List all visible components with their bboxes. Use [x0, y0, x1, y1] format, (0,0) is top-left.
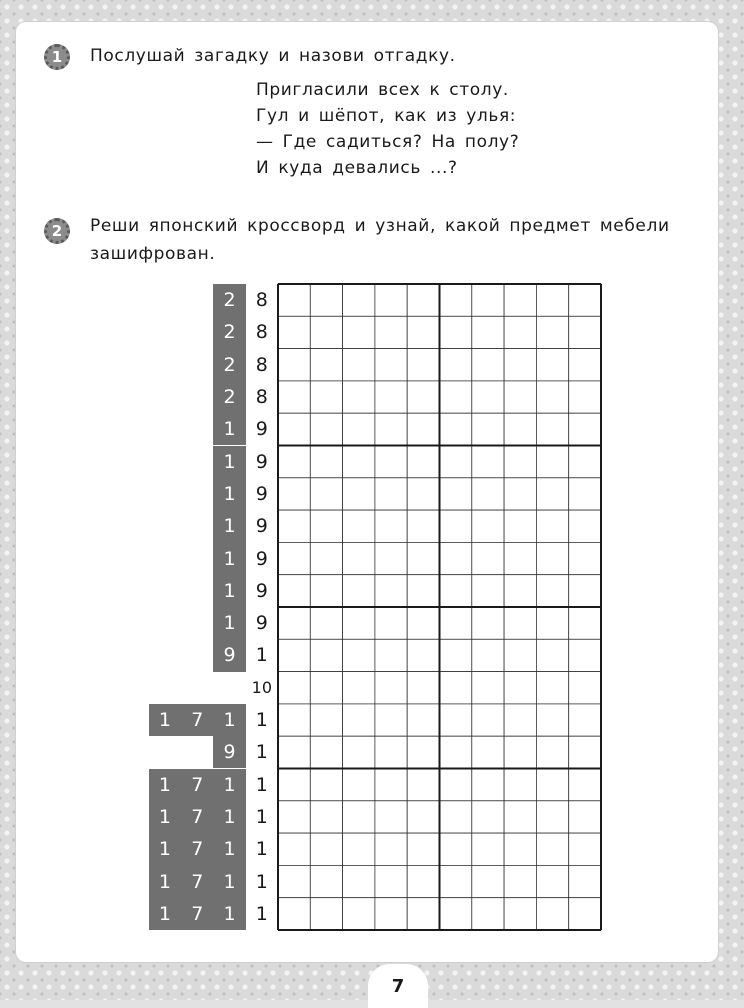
task-1-instruction: Послушай загадку и назови отгадку. [90, 46, 456, 66]
grid-cell[interactable] [472, 865, 504, 897]
grid-cell[interactable] [375, 381, 407, 413]
row-clue-number: 1 [149, 769, 181, 801]
row-clue-number: 10 [246, 672, 278, 704]
grid-cell[interactable] [375, 736, 407, 768]
grid-cell[interactable] [310, 510, 342, 542]
grid-cell[interactable] [472, 898, 504, 930]
grid-cell[interactable] [440, 833, 472, 865]
row-clue-number: 1 [213, 769, 245, 801]
grid-cell[interactable] [278, 607, 310, 639]
grid-cell[interactable] [504, 446, 536, 478]
grid-cell[interactable] [278, 898, 310, 930]
grid-cell[interactable] [310, 349, 342, 381]
grid-cell[interactable] [536, 898, 568, 930]
grid-cell[interactable] [407, 284, 439, 316]
grid-cell[interactable] [569, 542, 601, 574]
grid-cell[interactable] [472, 413, 504, 445]
grid-cell[interactable] [472, 446, 504, 478]
grid-cell[interactable] [407, 898, 439, 930]
row-clue-number: 9 [246, 510, 278, 542]
riddle-line-4: И куда девались ...? [256, 158, 458, 178]
workbook-page [16, 22, 718, 997]
grid-cell[interactable] [504, 801, 536, 833]
row-clue-number: 1 [213, 575, 245, 607]
grid-cell[interactable] [569, 704, 601, 736]
grid-cell[interactable] [407, 672, 439, 704]
grid-cell[interactable] [375, 478, 407, 510]
grid-cell[interactable] [472, 704, 504, 736]
grid-cell[interactable] [536, 446, 568, 478]
grid-cell[interactable] [504, 672, 536, 704]
grid-cell[interactable] [440, 639, 472, 671]
row-clue-number: 7 [181, 865, 213, 897]
grid-cell[interactable] [310, 542, 342, 574]
grid-cell[interactable] [375, 801, 407, 833]
row-clue-number: 1 [213, 446, 245, 478]
grid-cell[interactable] [310, 607, 342, 639]
grid-cell[interactable] [504, 510, 536, 542]
grid-cell[interactable] [407, 478, 439, 510]
grid-cell[interactable] [375, 413, 407, 445]
grid-cell[interactable] [407, 607, 439, 639]
row-clue-number: 1 [213, 801, 245, 833]
row-clue-number: 1 [213, 542, 245, 574]
grid-cell[interactable] [343, 801, 375, 833]
grid-cell[interactable] [504, 575, 536, 607]
grid-cell[interactable] [472, 381, 504, 413]
grid-cell[interactable] [343, 349, 375, 381]
grid-cell[interactable] [472, 510, 504, 542]
row-clue-number: 9 [213, 736, 245, 768]
grid-cell[interactable] [310, 381, 342, 413]
row-clue-number: 2 [213, 349, 245, 381]
grid-cell[interactable] [440, 284, 472, 316]
row-clue-number: 8 [246, 284, 278, 316]
row-clue-number: 1 [149, 833, 181, 865]
grid-cell[interactable] [343, 672, 375, 704]
grid-cell[interactable] [504, 478, 536, 510]
row-clue-number: 1 [246, 736, 278, 768]
grid-cell[interactable] [310, 316, 342, 348]
grid-cell[interactable] [504, 607, 536, 639]
row-clue-number: 1 [213, 865, 245, 897]
row-clue-number: 9 [246, 478, 278, 510]
grid-cell[interactable] [343, 478, 375, 510]
grid-cell[interactable] [310, 413, 342, 445]
grid-cell[interactable] [278, 865, 310, 897]
grid-cell[interactable] [472, 284, 504, 316]
grid-cell[interactable] [278, 833, 310, 865]
grid-cell[interactable] [504, 316, 536, 348]
grid-cell[interactable] [472, 316, 504, 348]
grid-cell[interactable] [536, 284, 568, 316]
grid-cell[interactable] [440, 413, 472, 445]
grid-cell[interactable] [407, 413, 439, 445]
grid-cell[interactable] [504, 349, 536, 381]
row-clue-number: 1 [246, 865, 278, 897]
grid-cell[interactable] [375, 833, 407, 865]
grid-cell[interactable] [343, 284, 375, 316]
grid-cell[interactable] [407, 575, 439, 607]
row-clue-number: 1 [149, 801, 181, 833]
grid-cell[interactable] [343, 898, 375, 930]
grid-cell[interactable] [569, 801, 601, 833]
grid-cell[interactable] [536, 769, 568, 801]
grid-cell[interactable] [472, 478, 504, 510]
row-clue-number: 2 [213, 316, 245, 348]
grid-cell[interactable] [569, 575, 601, 607]
grid-cell[interactable] [536, 865, 568, 897]
grid-cell[interactable] [407, 542, 439, 574]
grid-cell[interactable] [278, 639, 310, 671]
grid-cell[interactable] [440, 769, 472, 801]
grid-cell[interactable] [375, 607, 407, 639]
grid-cell[interactable] [407, 704, 439, 736]
grid-cell[interactable] [407, 833, 439, 865]
grid-cell[interactable] [504, 413, 536, 445]
grid-cell[interactable] [278, 284, 310, 316]
grid-cell[interactable] [310, 833, 342, 865]
grid-cell[interactable] [278, 704, 310, 736]
grid-cell[interactable] [569, 865, 601, 897]
grid-cell[interactable] [504, 736, 536, 768]
grid-cell[interactable] [536, 413, 568, 445]
grid-cell[interactable] [407, 446, 439, 478]
grid-cell[interactable] [343, 704, 375, 736]
grid-cell[interactable] [375, 898, 407, 930]
grid-cell[interactable] [278, 446, 310, 478]
row-clue-number: 1 [149, 704, 181, 736]
row-clue-number: 9 [246, 575, 278, 607]
grid-cell[interactable] [278, 478, 310, 510]
row-clue-number: 2 [213, 381, 245, 413]
grid-cell[interactable] [440, 607, 472, 639]
grid-cell[interactable] [310, 704, 342, 736]
row-clue-number: 1 [213, 510, 245, 542]
grid-cell[interactable] [310, 898, 342, 930]
row-clue-number: 7 [181, 898, 213, 930]
grid-cell[interactable] [278, 575, 310, 607]
row-clue-number: 9 [213, 639, 245, 671]
grid-cell[interactable] [536, 542, 568, 574]
grid-cell[interactable] [278, 542, 310, 574]
grid-cell[interactable] [569, 284, 601, 316]
grid-cell[interactable] [472, 639, 504, 671]
grid-cell[interactable] [472, 672, 504, 704]
grid-cell[interactable] [569, 639, 601, 671]
task-2-instruction-line-1: Реши японский кроссворд и узнай, какой предмет мебели [90, 216, 670, 236]
grid-cell[interactable] [440, 349, 472, 381]
grid-cell[interactable] [343, 510, 375, 542]
grid-cell[interactable] [310, 284, 342, 316]
grid-cell[interactable] [375, 639, 407, 671]
grid-cell[interactable] [569, 316, 601, 348]
grid-cell[interactable] [440, 542, 472, 574]
grid-cell[interactable] [375, 542, 407, 574]
grid-cell[interactable] [569, 381, 601, 413]
grid-cell[interactable] [407, 769, 439, 801]
row-clue-number: 1 [213, 704, 245, 736]
grid-cell[interactable] [375, 446, 407, 478]
row-clue-number: 1 [213, 898, 245, 930]
grid-cell[interactable] [536, 316, 568, 348]
grid-cell[interactable] [278, 381, 310, 413]
grid-cell[interactable] [407, 510, 439, 542]
grid-cell[interactable] [407, 349, 439, 381]
grid-cell[interactable] [278, 672, 310, 704]
grid-cell[interactable] [375, 349, 407, 381]
grid-cell[interactable] [343, 833, 375, 865]
row-clue-number: 1 [246, 639, 278, 671]
grid-cell[interactable] [536, 349, 568, 381]
grid-cell[interactable] [440, 898, 472, 930]
grid-cell[interactable] [440, 316, 472, 348]
grid-cell[interactable] [278, 349, 310, 381]
grid-cell[interactable] [472, 769, 504, 801]
grid-cell[interactable] [536, 704, 568, 736]
grid-cell[interactable] [536, 478, 568, 510]
grid-cell[interactable] [504, 284, 536, 316]
grid-cell[interactable] [569, 478, 601, 510]
grid-cell[interactable] [569, 898, 601, 930]
grid-cell[interactable] [278, 316, 310, 348]
grid-cell[interactable] [375, 510, 407, 542]
grid-cell[interactable] [536, 639, 568, 671]
grid-cell[interactable] [504, 542, 536, 574]
row-clue-number: 7 [181, 833, 213, 865]
grid-cell[interactable] [440, 672, 472, 704]
grid-cell[interactable] [569, 607, 601, 639]
row-clue-number: 8 [246, 381, 278, 413]
grid-cell[interactable] [310, 446, 342, 478]
grid-cell[interactable] [278, 736, 310, 768]
row-clue-number: 1 [246, 769, 278, 801]
row-clue-number: 9 [246, 413, 278, 445]
row-clue-number: 1 [213, 833, 245, 865]
grid-cell[interactable] [472, 349, 504, 381]
grid-cell[interactable] [407, 865, 439, 897]
grid-cell[interactable] [569, 736, 601, 768]
grid-cell[interactable] [343, 639, 375, 671]
grid-cell[interactable] [310, 801, 342, 833]
grid-cell[interactable] [536, 833, 568, 865]
grid-cell[interactable] [440, 801, 472, 833]
grid-cell[interactable] [278, 413, 310, 445]
grid-cell[interactable] [569, 446, 601, 478]
grid-cell[interactable] [569, 510, 601, 542]
grid-cell[interactable] [569, 413, 601, 445]
row-clue-number: 1 [213, 478, 245, 510]
riddle-line-1: Пригласили всех к столу. [256, 80, 509, 100]
grid-cell[interactable] [407, 381, 439, 413]
grid-cell[interactable] [440, 446, 472, 478]
grid-cell[interactable] [407, 736, 439, 768]
grid-cell[interactable] [375, 575, 407, 607]
row-clue-number: 1 [246, 833, 278, 865]
task-2-badge: 2 [44, 218, 70, 244]
grid-cell[interactable] [310, 672, 342, 704]
grid-cell[interactable] [536, 672, 568, 704]
grid-cell[interactable] [440, 478, 472, 510]
row-clue-number: 9 [246, 607, 278, 639]
row-clue-number: 9 [246, 542, 278, 574]
row-clue-number: 1 [213, 413, 245, 445]
row-clue-number: 1 [149, 898, 181, 930]
row-clue-number: 9 [246, 446, 278, 478]
grid-cell[interactable] [504, 704, 536, 736]
grid-cell[interactable] [536, 510, 568, 542]
grid-cell[interactable] [310, 865, 342, 897]
grid-cell[interactable] [569, 833, 601, 865]
grid-cell[interactable] [440, 381, 472, 413]
grid-cell[interactable] [472, 801, 504, 833]
grid-cell[interactable] [343, 769, 375, 801]
grid-cell[interactable] [375, 704, 407, 736]
grid-cell[interactable] [343, 542, 375, 574]
grid-cell[interactable] [569, 769, 601, 801]
grid-cell[interactable] [504, 865, 536, 897]
row-clue-number: 8 [246, 349, 278, 381]
grid-cell[interactable] [375, 316, 407, 348]
grid-cell[interactable] [472, 833, 504, 865]
row-clue-number: 8 [246, 316, 278, 348]
grid-cell[interactable] [343, 381, 375, 413]
riddle-line-3: — Где садиться? На полу? [256, 132, 520, 152]
grid-cell[interactable] [536, 381, 568, 413]
grid-cell[interactable] [343, 736, 375, 768]
grid-cell[interactable] [440, 510, 472, 542]
grid-cell[interactable] [407, 316, 439, 348]
grid-cell[interactable] [536, 736, 568, 768]
grid-cell[interactable] [440, 575, 472, 607]
grid-cell[interactable] [407, 639, 439, 671]
row-clue-number: 1 [246, 898, 278, 930]
grid-cell[interactable] [310, 639, 342, 671]
riddle-line-2: Гул и шёпот, как из улья: [256, 106, 517, 126]
grid-cell[interactable] [440, 865, 472, 897]
grid-cell[interactable] [504, 833, 536, 865]
grid-cell[interactable] [472, 736, 504, 768]
grid-cell[interactable] [536, 801, 568, 833]
grid-cell[interactable] [407, 801, 439, 833]
grid-cell[interactable] [343, 446, 375, 478]
row-clue-number: 7 [181, 769, 213, 801]
row-clue-number: 7 [181, 801, 213, 833]
row-clue-number: 1 [213, 607, 245, 639]
grid-cell[interactable] [472, 575, 504, 607]
grid-cell[interactable] [569, 349, 601, 381]
grid-cell[interactable] [440, 704, 472, 736]
grid-cell[interactable] [343, 865, 375, 897]
grid-cell[interactable] [343, 316, 375, 348]
grid-cell[interactable] [504, 381, 536, 413]
row-clue-number: 1 [246, 801, 278, 833]
grid-cell[interactable] [343, 413, 375, 445]
grid-cell[interactable] [343, 607, 375, 639]
grid-cell[interactable] [504, 639, 536, 671]
grid-cell[interactable] [278, 510, 310, 542]
grid-cell[interactable] [440, 736, 472, 768]
task-2-instruction-line-2: зашифрован. [90, 244, 216, 264]
grid-cell[interactable] [569, 672, 601, 704]
page-number: 7 [368, 964, 428, 1008]
grid-cell[interactable] [310, 736, 342, 768]
grid-cell[interactable] [278, 769, 310, 801]
grid-cell[interactable] [504, 898, 536, 930]
grid-cell[interactable] [278, 801, 310, 833]
grid-cell[interactable] [472, 607, 504, 639]
grid-cell[interactable] [375, 769, 407, 801]
grid-cell[interactable] [472, 542, 504, 574]
grid-cell[interactable] [375, 865, 407, 897]
task-1-badge: 1 [44, 44, 70, 70]
grid-cell[interactable] [536, 607, 568, 639]
nonogram-grid [16, 22, 718, 962]
grid-cell[interactable] [310, 478, 342, 510]
row-clue-number: 7 [181, 704, 213, 736]
grid-cell[interactable] [310, 769, 342, 801]
row-clue-number: 1 [246, 704, 278, 736]
row-clue-number: 1 [149, 865, 181, 897]
grid-cell[interactable] [536, 575, 568, 607]
grid-cell[interactable] [375, 284, 407, 316]
grid-cell[interactable] [343, 575, 375, 607]
grid-cell[interactable] [310, 575, 342, 607]
grid-cell[interactable] [375, 672, 407, 704]
grid-cell[interactable] [504, 769, 536, 801]
row-clue-number: 2 [213, 284, 245, 316]
